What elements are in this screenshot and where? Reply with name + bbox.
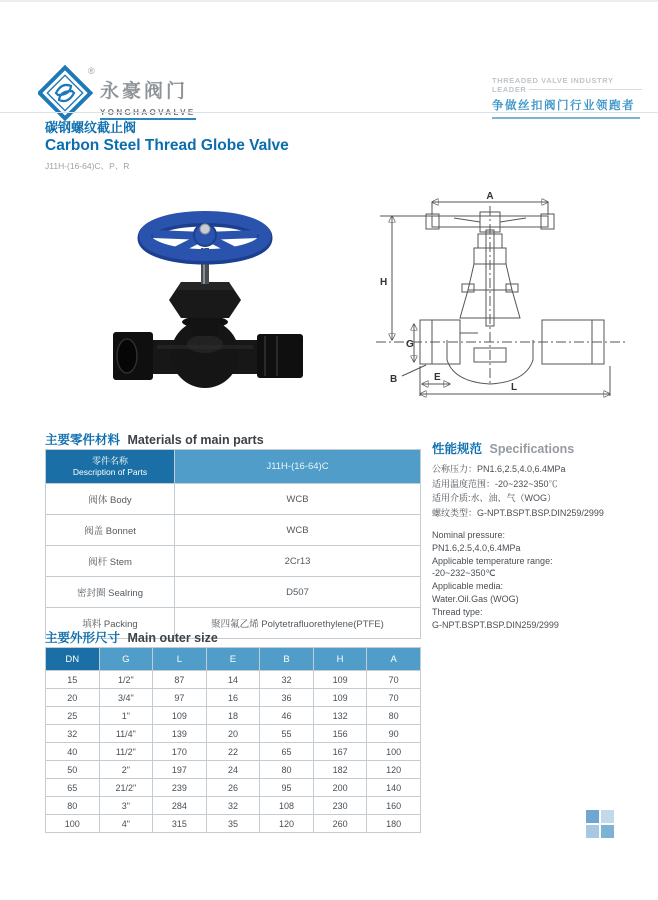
table-row [46,779,421,797]
col-header-e: E [206,648,260,671]
cell: 109 [313,671,367,689]
header-divider [0,112,658,113]
cell: 239 [153,779,207,797]
table-row [46,707,421,725]
cell: 284 [153,797,207,815]
cell: 11/2" [99,743,153,761]
col-header-g: G [99,648,153,671]
materials-header-parts-cn: 零件名称 [91,455,128,466]
table-row [46,515,421,546]
cell: 32 [260,671,314,689]
cell: 80 [367,707,421,725]
table-row [46,671,421,689]
cell: 87 [153,671,207,689]
registered-mark: ® [88,66,95,76]
dim-label-g: G [406,339,414,350]
cell: 170 [153,743,207,761]
spec-line: Water.Oil.Gas (WOG) [432,593,519,604]
table-row [46,546,421,577]
outer-size-heading-cn: 主要外形尺寸 [45,631,121,645]
cell: 230 [313,797,367,815]
col-header-a: A [367,648,421,671]
cell: 20 [206,725,260,743]
dim-label-a: A [486,191,494,202]
cell: 197 [153,761,207,779]
cell: 70 [367,671,421,689]
materials-heading-en: Materials of main parts [127,433,264,447]
spec-lines-en [432,529,654,631]
cell: 160 [367,797,421,815]
cell: 46 [260,707,314,725]
cell-part: 阀杆 Stem [46,546,175,577]
table-row [46,689,421,707]
cell: 2" [99,761,153,779]
cell: 180 [367,815,421,833]
valve-photo-handwheel [145,217,265,257]
cell: 182 [313,761,367,779]
specifications-heading [432,439,654,457]
corner-square [601,810,614,823]
yonghao-logo-icon [38,62,100,124]
cell: 95 [260,779,314,797]
materials-heading [45,430,264,448]
cell: 65 [46,779,100,797]
cell: 16 [206,689,260,707]
cell: 132 [313,707,367,725]
cell-part: 阀体 Body [46,484,175,515]
tagline-en-line2 [492,85,642,94]
cell: 40 [46,743,100,761]
table-row [46,815,421,833]
tagline-en-leader: LEADER [492,85,527,94]
spec-lines-cn [432,462,654,520]
cell-material: WCB [175,484,421,515]
brand-name-en [100,108,196,120]
product-title-en: Carbon Steel Thread Globe Valve [45,137,289,154]
cell: 3/4" [99,689,153,707]
size-header-row [46,648,421,671]
title-block [45,120,289,172]
materials-header-parts [46,450,175,484]
spec-line: PN1.6,2.5,4.0,6.4MPa [432,542,521,553]
corner-square [586,810,599,823]
brand-block [100,82,196,120]
cell: 18 [206,707,260,725]
spec-line: Applicable media: [432,581,504,592]
outer-size-heading-en: Main outer size [127,631,218,645]
cell: 65 [260,743,314,761]
cell: 260 [313,815,367,833]
valve-photo-bonnet [169,282,241,336]
cell: 97 [153,689,207,707]
cell: 24 [206,761,260,779]
corner-square [601,825,614,838]
tagline-en-line1: THREADED VALVE INDUSTRY [492,76,614,85]
cell: 139 [153,725,207,743]
materials-header-model: J11H-(16-64)C [175,450,421,484]
col-header-l: L [153,648,207,671]
cell: 167 [313,743,367,761]
cell: 4" [99,815,153,833]
table-row [46,484,421,515]
tagline-rule [529,89,642,90]
cell: 70 [367,689,421,707]
cell: 109 [313,689,367,707]
cell: 14 [206,671,260,689]
cell: 80 [46,797,100,815]
specifications-block [432,439,654,631]
table-row [46,797,421,815]
table-row [46,577,421,608]
table-row [46,725,421,743]
cell: 32 [46,725,100,743]
col-header-h: H [313,648,367,671]
col-header-b: B [260,648,314,671]
corner-squares-decoration [586,810,614,838]
specifications-heading-cn: 性能规范 [432,442,483,456]
table-row [46,743,421,761]
spec-line: Nominal pressure: [432,530,506,540]
materials-header-parts-en: Description of Parts [72,466,148,477]
dim-label-b: B [390,374,398,385]
tagline-underline [492,117,640,119]
cell: 90 [367,725,421,743]
cell: 21/2" [99,779,153,797]
outer-size-heading [45,628,218,646]
top-border-line [0,0,658,2]
cell: 109 [153,707,207,725]
cell: 55 [260,725,314,743]
spec-line: Applicable temperature range: [432,555,553,566]
spec-line: -20~232~350℃ [432,568,496,579]
product-title-cn: 碳钢螺纹截止阀 [45,120,137,135]
cell: 1/2" [99,671,153,689]
cell: 11/4" [99,725,153,743]
cell: 80 [260,761,314,779]
cell: 50 [46,761,100,779]
cell: 120 [367,761,421,779]
cell: 120 [260,815,314,833]
cell: 35 [206,815,260,833]
cell: 36 [260,689,314,707]
cell: 15 [46,671,100,689]
cell: 32 [206,797,260,815]
cell: 3" [99,797,153,815]
cell: 22 [206,743,260,761]
materials-header-row [46,450,421,484]
cell-part: 阀盖 Bonnet [46,515,175,546]
cell-material: D507 [175,577,421,608]
cell-material: WCB [175,515,421,546]
cell: 1" [99,707,153,725]
cell-part: 填料 Packing [46,608,175,639]
cell: 315 [153,815,207,833]
spec-line: 适用介质:水、油、气（WOG） [432,493,556,503]
outer-size-table [45,647,421,833]
materials-table [45,449,421,639]
cell: 108 [260,797,314,815]
materials-heading-cn: 主要零件材料 [45,433,121,447]
product-model: J11H-(16-64)C、P、R [45,161,130,171]
spec-line: 适用温度范围：-20~232~350℃ [432,478,558,489]
spec-line: 螺纹类型：G-NPT.BSPT.BSP.DIN259/2999 [432,507,604,518]
spec-line: G-NPT.BSPT.BSP.DIN259/2999 [432,619,559,630]
corner-square [586,825,599,838]
cell: 140 [367,779,421,797]
cell-material: 聚四氟乙烯 Polytetrafluorethylene(PTFE) [175,608,421,639]
dim-label-e: E [434,372,441,383]
cell: 100 [367,743,421,761]
tagline-cn: 争做丝扣阀门行业领跑者 [492,100,635,112]
cell: 26 [206,779,260,797]
cell-material: 2Cr13 [175,546,421,577]
cell: 156 [313,725,367,743]
spec-line: 公称压力：PN1.6,2.5,4.0,6.4MPa [432,464,566,474]
specifications-heading-en: Specifications [489,442,575,456]
cell-part: 密封圈 Sealring [46,577,175,608]
brand-name-cn: 永豪阀门 [100,81,189,102]
spec-line: Thread type: [432,606,483,617]
table-row [46,761,421,779]
cell: 100 [46,815,100,833]
cell: 20 [46,689,100,707]
cell: 25 [46,707,100,725]
valve-dimension-drawing [362,190,640,402]
valve-photo [105,198,315,393]
dim-label-l: L [510,382,518,393]
cell: 200 [313,779,367,797]
col-header-dn: DN [46,648,100,671]
dim-label-h: H [380,277,388,288]
